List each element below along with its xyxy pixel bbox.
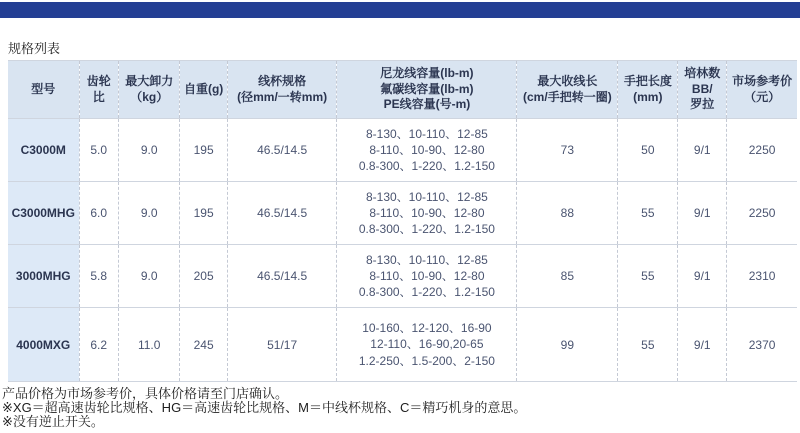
col-header-model: 型号	[8, 61, 79, 119]
capacity-nylon: 8-130、10-110、12-85	[365, 126, 488, 141]
cell-weight: 195	[180, 119, 227, 182]
capacity-fluoro: 8-110、10-90、12-80	[369, 268, 485, 283]
top-title-bar	[0, 2, 800, 18]
cell-weight: 205	[180, 245, 227, 308]
cell-spool-spec: 46.5/14.5	[227, 182, 337, 245]
cell-line-capacity	[337, 182, 517, 245]
cell-bearings: 9/1	[678, 245, 727, 308]
cell-line-capacity	[337, 119, 517, 182]
cell-max-retrieve: 88	[517, 182, 618, 245]
capacity-nylon: 8-130、10-110、12-85	[365, 252, 488, 267]
col-header-weight: 自重(g)	[180, 61, 227, 119]
capacity-fluoro: 8-110、10-90、12-80	[369, 142, 485, 157]
capacity-pe: 0.8-300、1-220、1.2-150	[358, 285, 495, 300]
cell-handle-length: 55	[618, 308, 678, 382]
cell-weight: 195	[180, 182, 227, 245]
col-header-bearings: 培林数 BB/ 罗拉	[678, 61, 727, 119]
cell-model: 3000MHG	[8, 245, 79, 308]
cell-price: 2250	[727, 182, 797, 245]
cell-gear-ratio: 5.0	[79, 119, 118, 182]
cell-bearings: 9/1	[678, 119, 727, 182]
table-row-c3000mhg	[8, 182, 797, 245]
capacity-nylon: 10-160、12-120、16-90	[362, 321, 492, 336]
col-header-gear-ratio: 齿轮比	[79, 61, 118, 119]
cell-max-drag: 9.0	[118, 245, 180, 308]
capacity-nylon: 8-130、10-110、12-85	[365, 189, 488, 204]
cell-gear-ratio: 6.2	[79, 308, 118, 382]
table-row-3000mhg	[8, 245, 797, 308]
cell-max-retrieve: 73	[517, 119, 618, 182]
col-header-spool-spec: 线杯规格 (径mm/一转mm)	[227, 61, 337, 119]
table-header-row	[8, 61, 797, 119]
section-title: 规格列表	[8, 41, 61, 56]
cell-max-retrieve: 85	[517, 245, 618, 308]
cell-line-capacity	[337, 308, 517, 382]
cell-handle-length: 55	[618, 182, 678, 245]
cell-model: C3000M	[8, 119, 79, 182]
cell-handle-length: 50	[618, 119, 678, 182]
cell-gear-ratio: 5.8	[79, 245, 118, 308]
capacity-pe: 0.8-300、1-220、1.2-150	[358, 159, 495, 174]
table-row-4000mxg	[8, 308, 797, 382]
note-price-disclaimer: 产品价格为市场参考价，具体价格请至门店确认。	[2, 386, 289, 401]
capacity-pe: 0.8-300、1-220、1.2-150	[358, 222, 495, 237]
cell-line-capacity	[337, 245, 517, 308]
cell-weight: 245	[180, 308, 227, 382]
footnotes	[2, 387, 800, 429]
cell-max-drag: 11.0	[118, 308, 180, 382]
col-header-handle-length: 手把长度 (mm)	[618, 61, 678, 119]
cell-price: 2370	[727, 308, 797, 382]
cell-spool-spec: 46.5/14.5	[227, 245, 337, 308]
cell-max-retrieve: 99	[517, 308, 618, 382]
cell-model: C3000MHG	[8, 182, 79, 245]
spec-table	[8, 60, 797, 382]
col-header-max-drag: 最大卸力 （kg）	[118, 61, 180, 119]
cell-bearings: 9/1	[678, 182, 727, 245]
cell-price: 2310	[727, 245, 797, 308]
capacity-fluoro: 12-110、16-90,20-65	[370, 337, 484, 352]
table-row-c3000m	[8, 119, 797, 182]
capacity-pe: 1.2-250、1.5-200、2-150	[358, 353, 495, 368]
cell-max-drag: 9.0	[118, 182, 180, 245]
cell-max-drag: 9.0	[118, 119, 180, 182]
cell-model: 4000MXG	[8, 308, 79, 382]
cell-price: 2250	[727, 119, 797, 182]
col-header-max-retrieve: 最大收线长 (cm/手把转一圈)	[517, 61, 618, 119]
cell-gear-ratio: 6.0	[79, 182, 118, 245]
capacity-fluoro: 8-110、10-90、12-80	[369, 205, 485, 220]
note-no-antireverse: ※没有逆止开关。	[2, 414, 104, 429]
col-header-price: 市场参考价 （元）	[727, 61, 797, 119]
cell-handle-length: 55	[618, 245, 678, 308]
cell-spool-spec: 51/17	[227, 308, 337, 382]
col-header-line-capacity: 尼龙线容量(lb-m) 氟碳线容量(lb-m) PE线容量(号-m)	[337, 61, 517, 119]
cell-spool-spec: 46.5/14.5	[227, 119, 337, 182]
note-model-suffix-legend: ※XG＝超高速齿轮比规格、HG＝高速齿轮比规格、M＝中线杯规格、C＝精巧机身的意思。	[2, 400, 527, 415]
cell-bearings: 9/1	[678, 308, 727, 382]
